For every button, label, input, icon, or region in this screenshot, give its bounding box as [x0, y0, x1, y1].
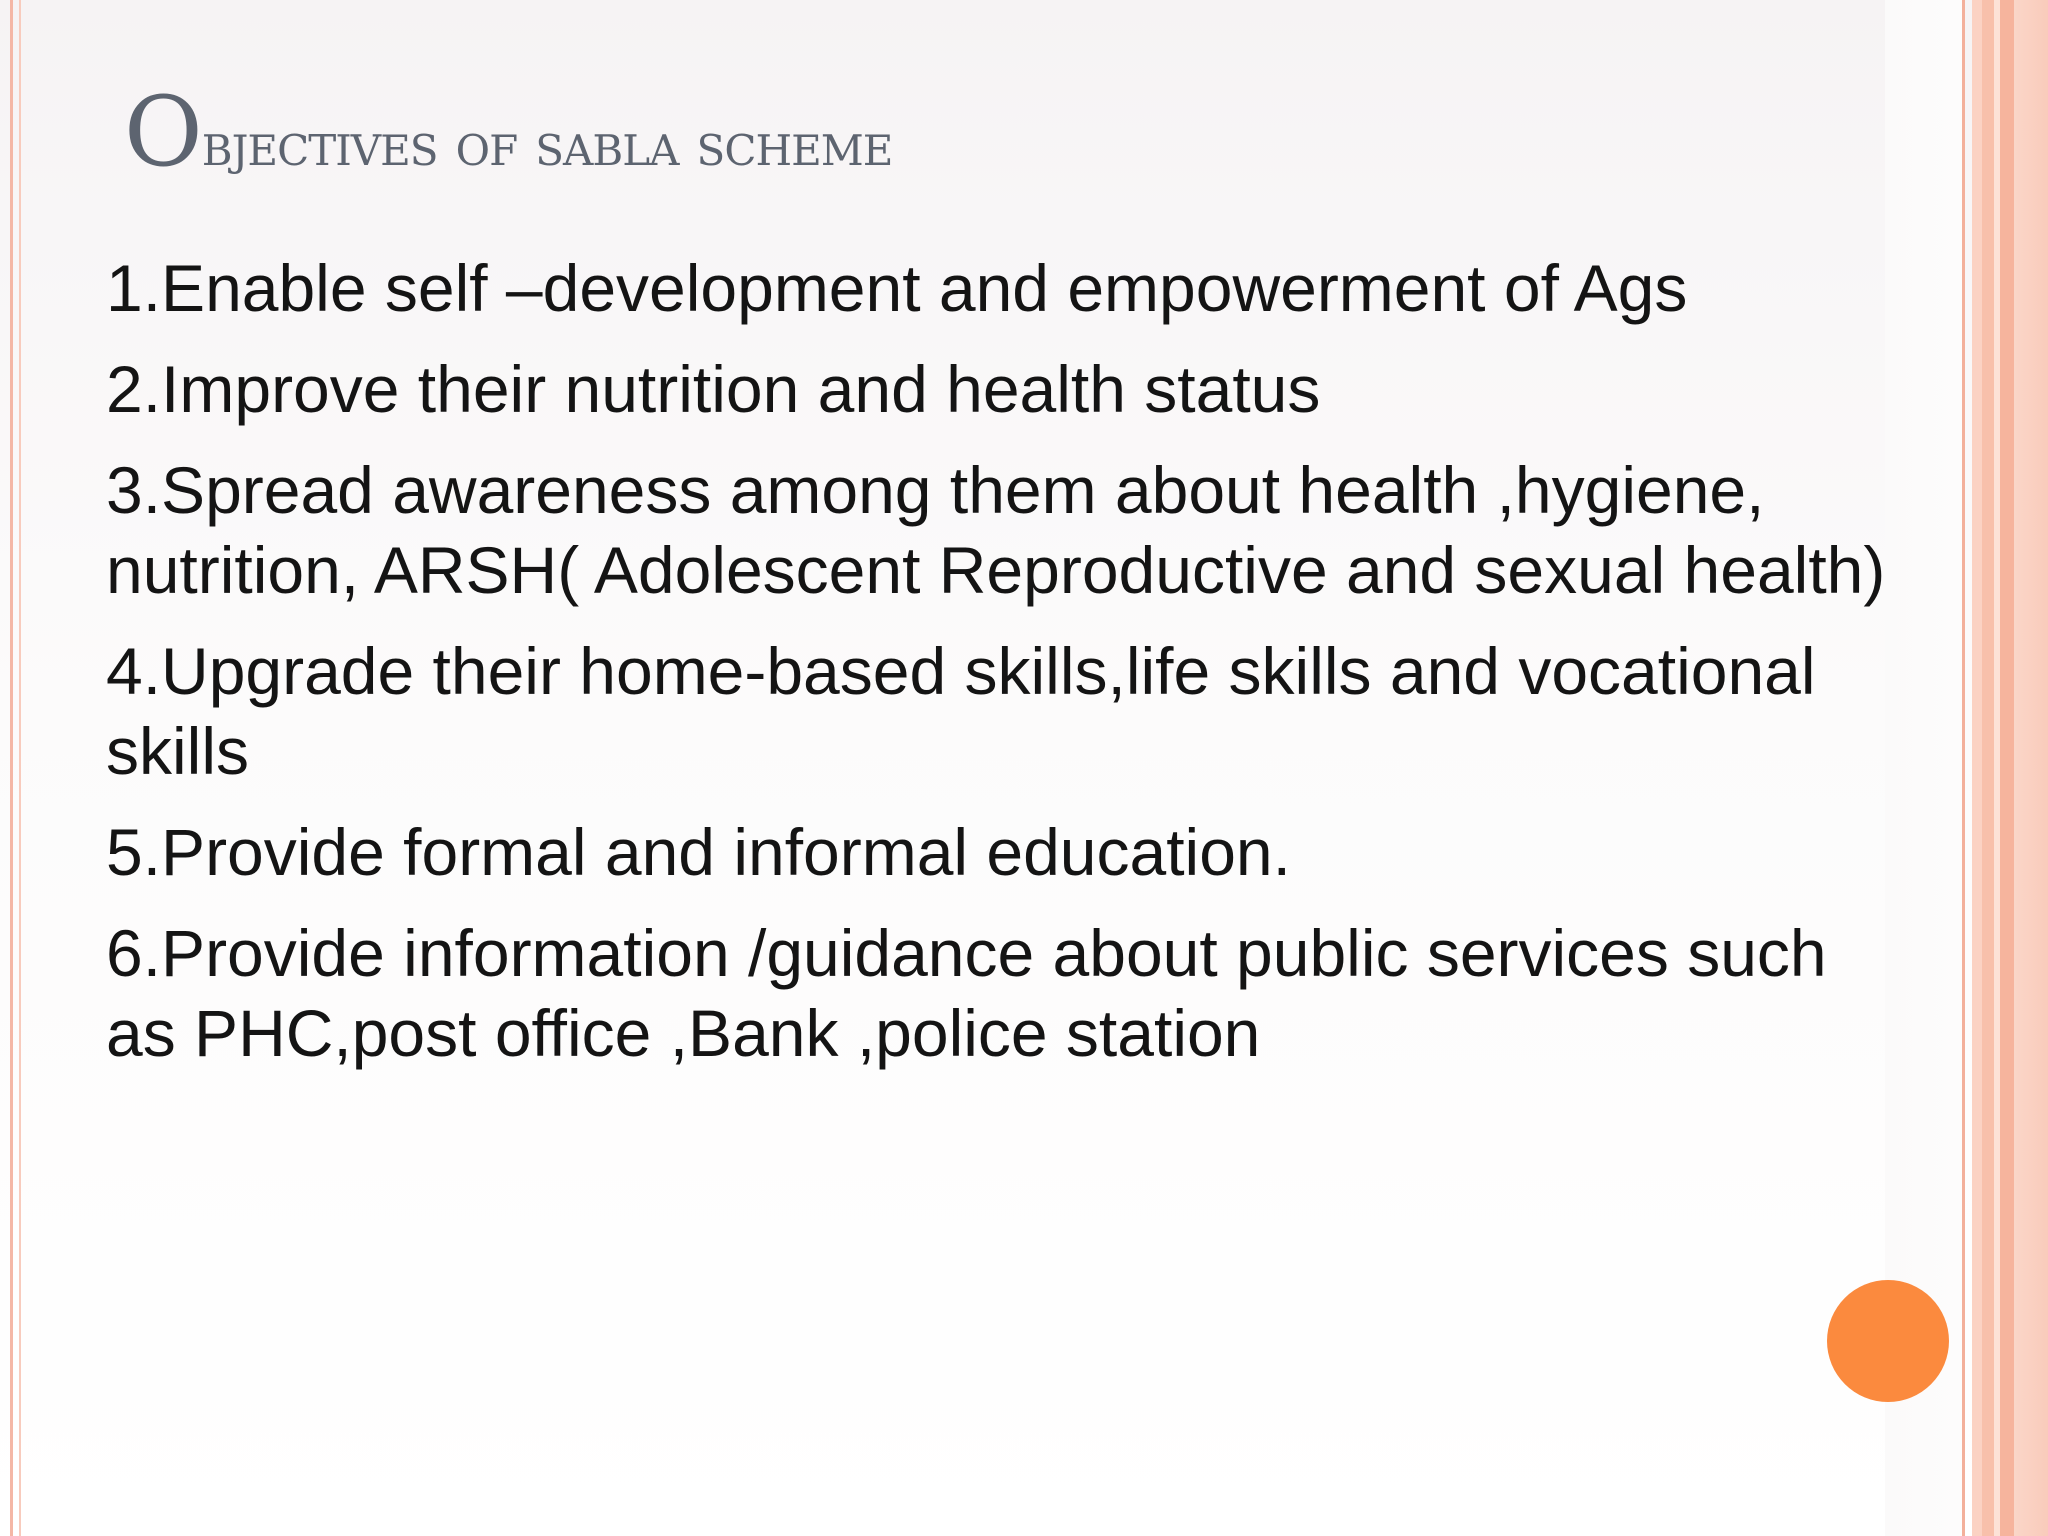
objective-item: 3.Spread awareness among them about health ,hygiene, nutrition, ARSH( Adolescent Reproductive and sexual health) [106, 453, 1886, 607]
title-rest: bjectives of sabla scheme [201, 110, 893, 180]
objective-item: 5.Provide formal and informal education. [106, 815, 1291, 889]
left-border-line [19, 0, 21, 1536]
title-initial: O [124, 76, 202, 188]
right-stripe [2014, 0, 2048, 1536]
right-stripe [1972, 0, 1982, 1536]
objectives-list [106, 248, 1886, 1094]
right-stripe [1962, 0, 1965, 1536]
orange-circle-decoration [1827, 1280, 1949, 1402]
slide-title [124, 76, 892, 188]
objective-item: 4.Upgrade their home-based skills,life skills and vocational skills [106, 634, 1816, 788]
left-border-line [10, 0, 13, 1536]
right-stripe [1982, 0, 1994, 1536]
objective-item: 2.Improve their nutrition and health status [106, 352, 1321, 426]
objective-item: 1.Enable self –development and empowerment of Ags [106, 251, 1688, 325]
objective-item: 6.Provide information /guidance about public services such as PHC,post office ,Bank ,police station [106, 916, 1827, 1070]
right-stripe [2000, 0, 2014, 1536]
